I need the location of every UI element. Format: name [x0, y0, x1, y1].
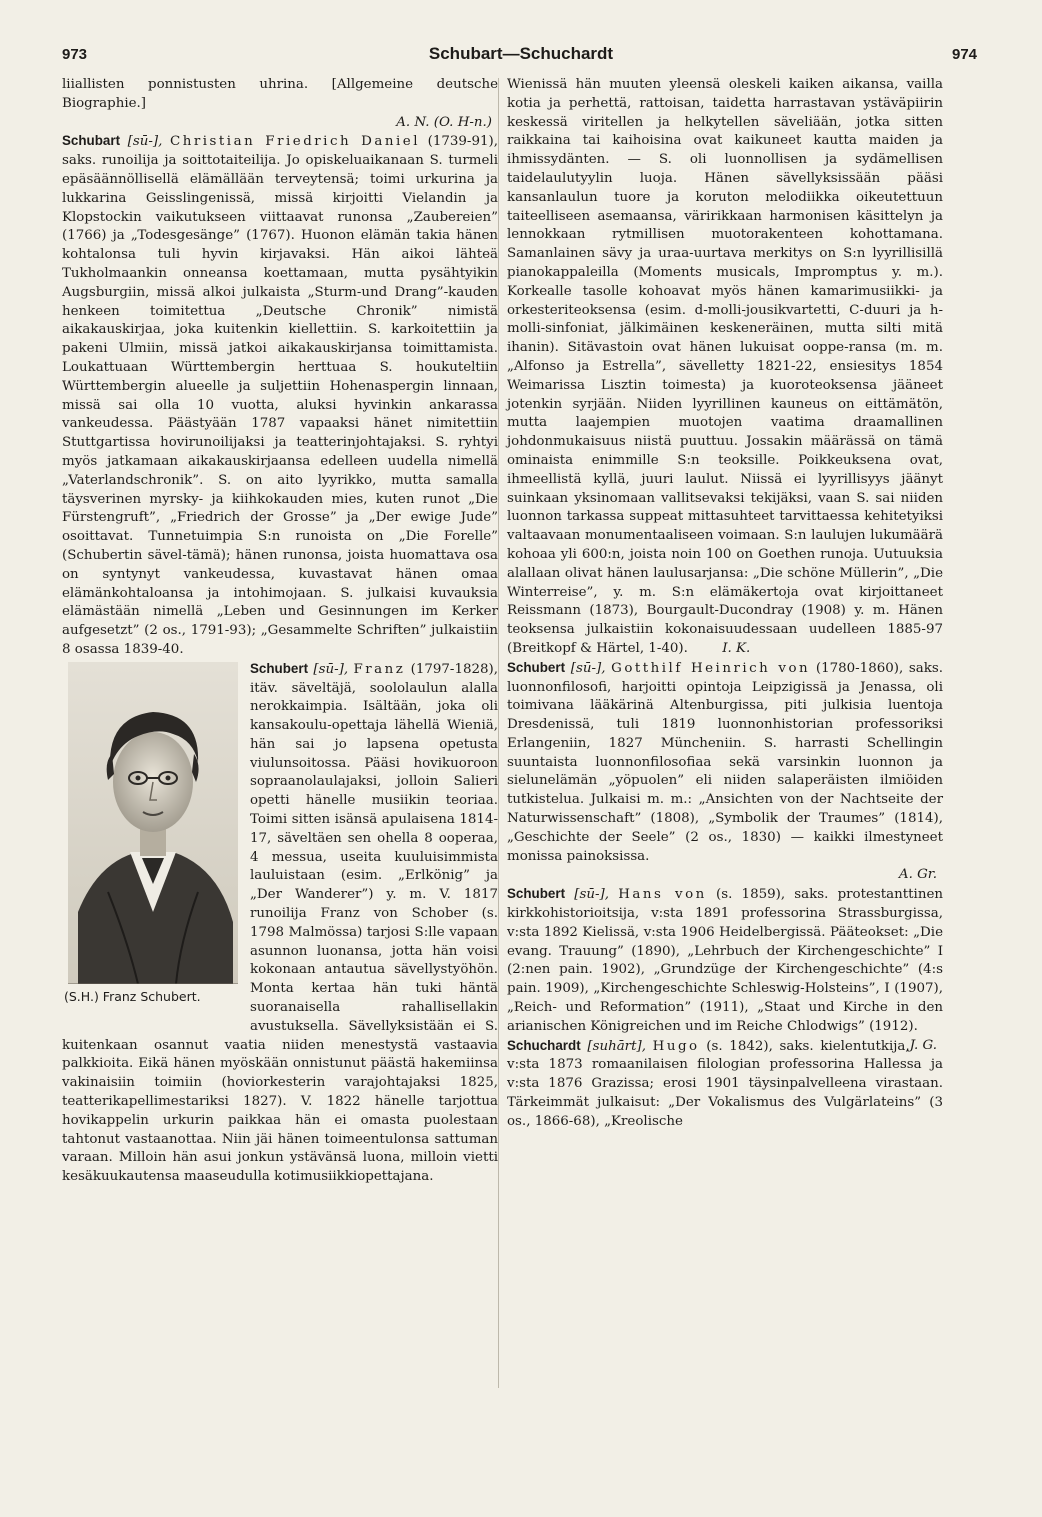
entry-schuchardt-hugo	[507, 1037, 943, 1132]
entry-given-names: Gotthilf Heinrich von	[611, 660, 811, 676]
portrait-caption: (S.H.) Franz Schubert.	[64, 988, 201, 1004]
left-column	[62, 76, 498, 1187]
entry-headword: Schubert	[507, 886, 566, 902]
continuation-text: liiallisten ponnistusten uhrina. [Allgemeine deutsche Biographie.]	[62, 77, 498, 111]
entry-text: Wienissä hän muuten yleensä oleskeli kaiken aikansa, vailla kotia ja perhettä, rattoisan, taidetta harrastavan ystäväpiirin keskessä viritellen ja helkytellen säveliään, jotka sitten raikkaina tai kaihoisina ovat kaikuneet kautta maiden ja ihmissydänten. — S. oli luonnollisen ja sydämellisen taidelaulutyylin luoja. Hänen sävellyksissään pääsi kansanlaulun tuore ja koruton melodiikka oikeutettuun taiteelliseen asemaansa, väririkkaan harmonisen käsittelyn ja lennokkaan rytmillisen muotorakenteen kohottamana. Samanlainen sävy ja uraa-uurtava merkitys on S:n lyyrillisillä pianokappaleilla (Moments musicals, Impromptus y. m.). Korkealle tasolle kohoavat myös hänen kamarimusiikki- ja orkesteriteoksensa (esim. d-molli-jousikvartetti, C-duuri ja h-molli-sinfoniat, jälkimäinen keskeneräinen, mutta silti mitä ihanin). Sitävastoin ovat hänen lukuisat ooppe-ransa (m. m. „Alfonso ja Estrella”, sävelletty 1821-22, ensiesitys 1854 Weimarissa Lisztin toimesta) ja kuoroteoksensa jääneet jotenkin syrjään. Niiden lyyrillinen kauneus on eittämätön, mutta laajempien muotojen vaatima draamallinen johdonmukaisuus niistä puuttuu. Jossakin määrässä on tämä ominaista enimmille S:n teoksille. Poikkeuksena ovat, ihmeellistä kyllä, juuri laulut. Niissä ei lyyrillisyys jäänyt suinkaan yksinomaan vallitsevaksi tekijäksi, vaan S. sai niiden luonnon tarkassa suppeat mittasuhteet tarvittaessa kehitetyiksi valtaavaan monumentaaliseen voimaan. S:n laulujen lukumäärä kohoaa yli 600:n, joista noin 100 on Goethen runoja. Uutuuksia alallaan olivat hänen laulusarjansa: „Die schöne Müllerin”, „Die Winterreise”, y. m. S:n elämäkertoja ovat kirjoittaneet Reissmann (1873), Bourgault-Ducondray (1908) y. m. Hänen teoksensa julkaistiin kokonaisuudessaan uudelleen 1885-97 (Breitkopf & Härtel, 1-40).	[507, 77, 943, 656]
entry-schubert-franz	[62, 660, 498, 1187]
entry-schubert-gotthilf	[507, 659, 943, 886]
entry-text: (1797-1828), itäv. säveltäjä, soololaulun alalla nerokkaimpia. Isältään, joka oli kansakoulu-opettaja lähellä Wieniä, hän sai jo lapsena opetusta viulunsoitossa. Pääsi hovikuoroon sopraanolaulajaksi, jolloin Salieri opetti hänelle musiikin teoriaa. Toimi sitten isänsä apulaisena 1814-17, säveltäen sen ohella 8 ooperaa, 4 messua, useita kuuluisimmista lauluistaan (esim. „Erlkönig” ja „Der Wanderer”) y. m. V. 1817 runoilija Franz von Schober (s. 1798 Malmössa) tarjosi S:lle vapaan asunnon luonansa, jotta hän voisi kokonaan antautua sävellystyöhön. Monta kertaa hän tuki häntä suoranaisella rahallisellakin avustuksella. Sävellyksistään ei S. kuitenkaan osannut vaatia niiden menestystä vastaavia palkkioita. Eikä hänen myöskään onnistunut päästä hakemiinsa vakinaisiin toimiin (hoviorkesterin varajohtajaksi 1825, teatterikapellimestariksi 1827). V. 1822 hänelle tarjottua hovikappelin urkurin paikkaa hän ei omasta puolestaan tahtonut vastaanottaa. Niin jäi hänen toimeentulonsa sattuman varaan. Milloin hän asui jonkun ystävänsä luona, milloin vietti kesäkuukautensa maaseudulla kotimusiikkiopettajana.	[62, 661, 499, 1185]
right-column	[507, 76, 943, 1132]
column-rule	[498, 78, 499, 1388]
entry-headword: Schuchardt	[507, 1037, 581, 1053]
entry-text: (1780-1860), saks. luonnonfilosofi, harjoitti opintoja Leipzigissä ja Jenassa, oli toimivana lääkärinä Altenburgissa, piti julkisia luentoja Dresdenissä, tuli 1819 luonnonhistorian professoriksi Erlangeniin, 1827 Müncheniin. S. harrasti Schellingin suuntaista luonnonfilosofiaa sekä varsinkin luonnon ja sielunelämän „yöpuolen” eli niiden salaperäisten ilmiöiden tutkistelua. Julkaisi m. m.: „Ansichten von der Nachtseite der Naturwissenschaft” (1808), „Symbolik der Traumes” (1814), „Geschichte der Seele” (2 os., 1830) — kaikki ilmestyneet monissa painoksissa.	[507, 660, 944, 864]
page-number-right: 974	[952, 46, 978, 63]
page-number-left: 973	[62, 46, 88, 63]
entry-text: (1739-91), saks. runoilija ja soittotaiteilija. Jo opiskeluaikanaan S. turmeli epäsäännöllisellä elämällään terveytensä; toimi urkurina ja lukkarina Geisslingenissä, missä kirjoitti Vielandin ja Klopstockin vaikutukseen viittaavat runonsa „Zaubereien” (1766) ja „Todesgesänge” (1767). Huonon elämän takia hänen kohtalonsa tuli hyvin kirjavaksi. Hän aikoi lähteä Tukholmaankin onneansa koettamaan, mutta pysähtyikin Augsburgiin, missä alkoi julkaista „Sturm-und Drang”-kauden henkeen toimitettua „Deutsche Chronik” nimistä aikakauskirjaa, joka kuitenkin kiellettiin. S. karkoitettiin ja pakeni Ulmiin, missä jatkoi aikakauskirjansa toimittamista. Loukattuaan Württembergin herttuaa S. houkuteltiin Württembergin alueelle ja suljettiin Hohenaspergin linnaan, missä sai olla 10 vuotta, aluksi hyvinkin ankarassa vankeudessa. Päästyään 1787 vapaaksi hänet nimitettiin Stuttgartissa hovirunoilijaksi ja teatterinjohtajaksi. S. ryhtyi myös jatkamaan aikakauskirjaansa edelleen uudella nimellä „Vaterlandschronik”. S. on aito lyyrikko, mutta samalla täysverinen myrsky- ja kiihkokauden mies, kuten runot „Die Fürstengruft”, „Friedrich der Grosse” ja „Der ewige Jude” osoittavat. Tunnetuimpia S:n runoista on „Die Forelle” (Schubertin sävel-tämä); hänen runonsa, joista huomattava osa on syntynyt vankeudessa, kuvastavat hänen omaa elämänkohtaloansa ja intohimojaan. S. julkaisi kuvauksia elämästään nimellä „Leben und Gesinnungen im Kerker aufgesetzt” (2 os., 1791-93); „Gesammelte Schriften” julkaistiin 8 osassa 1839-40.	[62, 134, 498, 657]
pronunciation: [sū-],	[127, 134, 163, 150]
continuation-paragraph	[62, 76, 498, 132]
pronunciation: [sū-],	[574, 887, 609, 903]
pronunciation: [sū-],	[313, 661, 349, 677]
entry-given-names: Hans von	[618, 887, 707, 903]
portrait-figure	[62, 660, 242, 1036]
entry-given-names: Franz	[353, 661, 406, 677]
entry-schubart-christian	[62, 132, 498, 659]
author-signature: A. Gr.	[898, 867, 937, 883]
entry-headword: Schubart	[62, 133, 121, 149]
entry-schubert-franz-continued	[507, 76, 943, 659]
entry-given-names: Christian Friedrich Daniel	[170, 134, 421, 150]
entry-given-names: Hugo	[652, 1038, 700, 1054]
pronunciation: [suhārt],	[587, 1038, 646, 1054]
entry-text: (s. 1842), saks. kielentutkija, v:sta 1873 romaanilaisen filologian professorina Hallessa ja v:sta 1876 Grazissa; erosi 1901 täysinpalvelleena virastaan. Tärkeimmät julkaisut: „Der Vokalismus des Vulgärlateins” (3 os., 1866-68), „Kreolische	[507, 1038, 943, 1129]
entry-headword: Schubert	[250, 660, 309, 676]
author-signature: I. K.	[722, 640, 751, 656]
running-head: Schubart—Schuchardt	[428, 44, 614, 63]
entry-text: (s. 1859), saks. protestanttinen kirkkohistorioitsija, v:sta 1891 professorina Strassburgissa, v:sta 1892 Kielissä, v:sta 1906 Heidelbergissä. Pääteokset: „Die evang. Trauung” (1890), „Lehrbuch der Kirchengeschichte” I (2:nen pain. 1902), „Grundzüge der Kirchengeschichte” (4:s pain. 1909), „Kirchengeschichte Schleswig-Holsteins”, I (1907), „Reich- und Reformation” (1911), „Staat und Kirche in den arianischen Königreichen und im Reiche Chlodwigs” (1912).	[507, 887, 944, 1034]
author-signature: A. N. (O. H-n.)	[396, 114, 492, 130]
author-signature: J. G.	[909, 1037, 937, 1053]
pronunciation: [sū-],	[570, 660, 606, 676]
portrait-image	[68, 662, 238, 984]
entry-headword: Schubert	[507, 659, 566, 675]
